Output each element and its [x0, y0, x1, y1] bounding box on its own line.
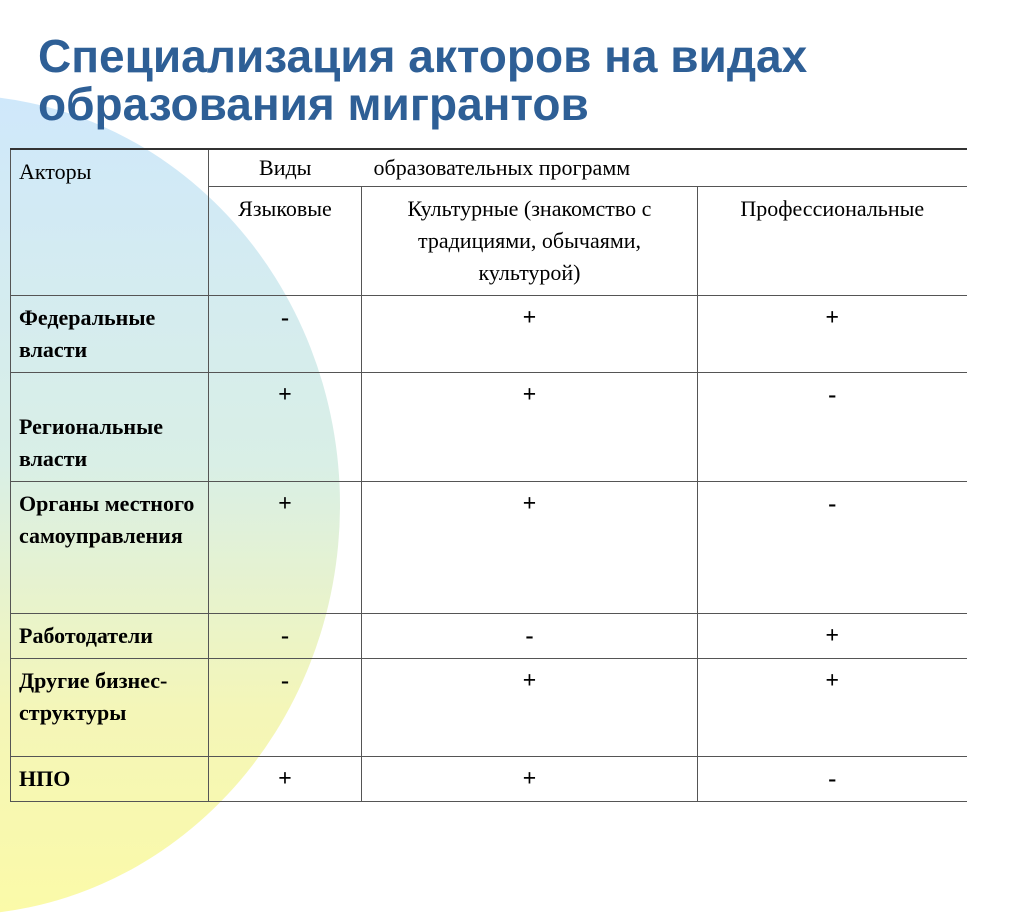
title-line-2: образования мигрантов: [38, 78, 589, 130]
column-header-professional: Профессиональные: [698, 187, 967, 296]
actors-table: [10, 148, 967, 802]
actor-label: Федеральные власти: [11, 296, 209, 373]
mark-language: +: [209, 373, 362, 482]
mark-professional: +: [698, 614, 967, 659]
table-row: [11, 659, 967, 757]
column-header-cultural: Культурные (знакомство с традициями, обычаями, культурой): [362, 187, 698, 296]
actors-header: Акторы: [11, 149, 209, 296]
mark-professional: -: [698, 482, 967, 614]
page-title: [38, 32, 807, 128]
mark-language: +: [209, 482, 362, 614]
table-row: [11, 757, 967, 802]
table-row: [11, 373, 967, 482]
mark-cultural: -: [362, 614, 698, 659]
mark-professional: -: [698, 757, 967, 802]
actor-label: Другие бизнес-структуры: [11, 659, 209, 757]
mark-cultural: +: [362, 757, 698, 802]
mark-language: -: [209, 614, 362, 659]
programs-word: образовательных программ: [362, 149, 967, 187]
actor-label: Органы местного самоуправления: [11, 482, 209, 614]
mark-professional: -: [698, 373, 967, 482]
mark-language: -: [209, 296, 362, 373]
table-header-row: [11, 149, 967, 187]
table-row: [11, 614, 967, 659]
types-word: Виды: [209, 149, 362, 187]
mark-professional: +: [698, 296, 967, 373]
mark-cultural: +: [362, 659, 698, 757]
mark-language: +: [209, 757, 362, 802]
mark-cultural: +: [362, 373, 698, 482]
mark-professional: +: [698, 659, 967, 757]
actor-label: НПО: [11, 757, 209, 802]
mark-cultural: +: [362, 296, 698, 373]
table-row: [11, 482, 967, 614]
mark-language: -: [209, 659, 362, 757]
actor-label: Региональные власти: [11, 373, 209, 482]
title-line-1: Специализация акторов на видах: [38, 30, 808, 82]
column-header-language: Языковые: [209, 187, 362, 296]
table-row: [11, 296, 967, 373]
mark-cultural: +: [362, 482, 698, 614]
actor-label: Работодатели: [11, 614, 209, 659]
